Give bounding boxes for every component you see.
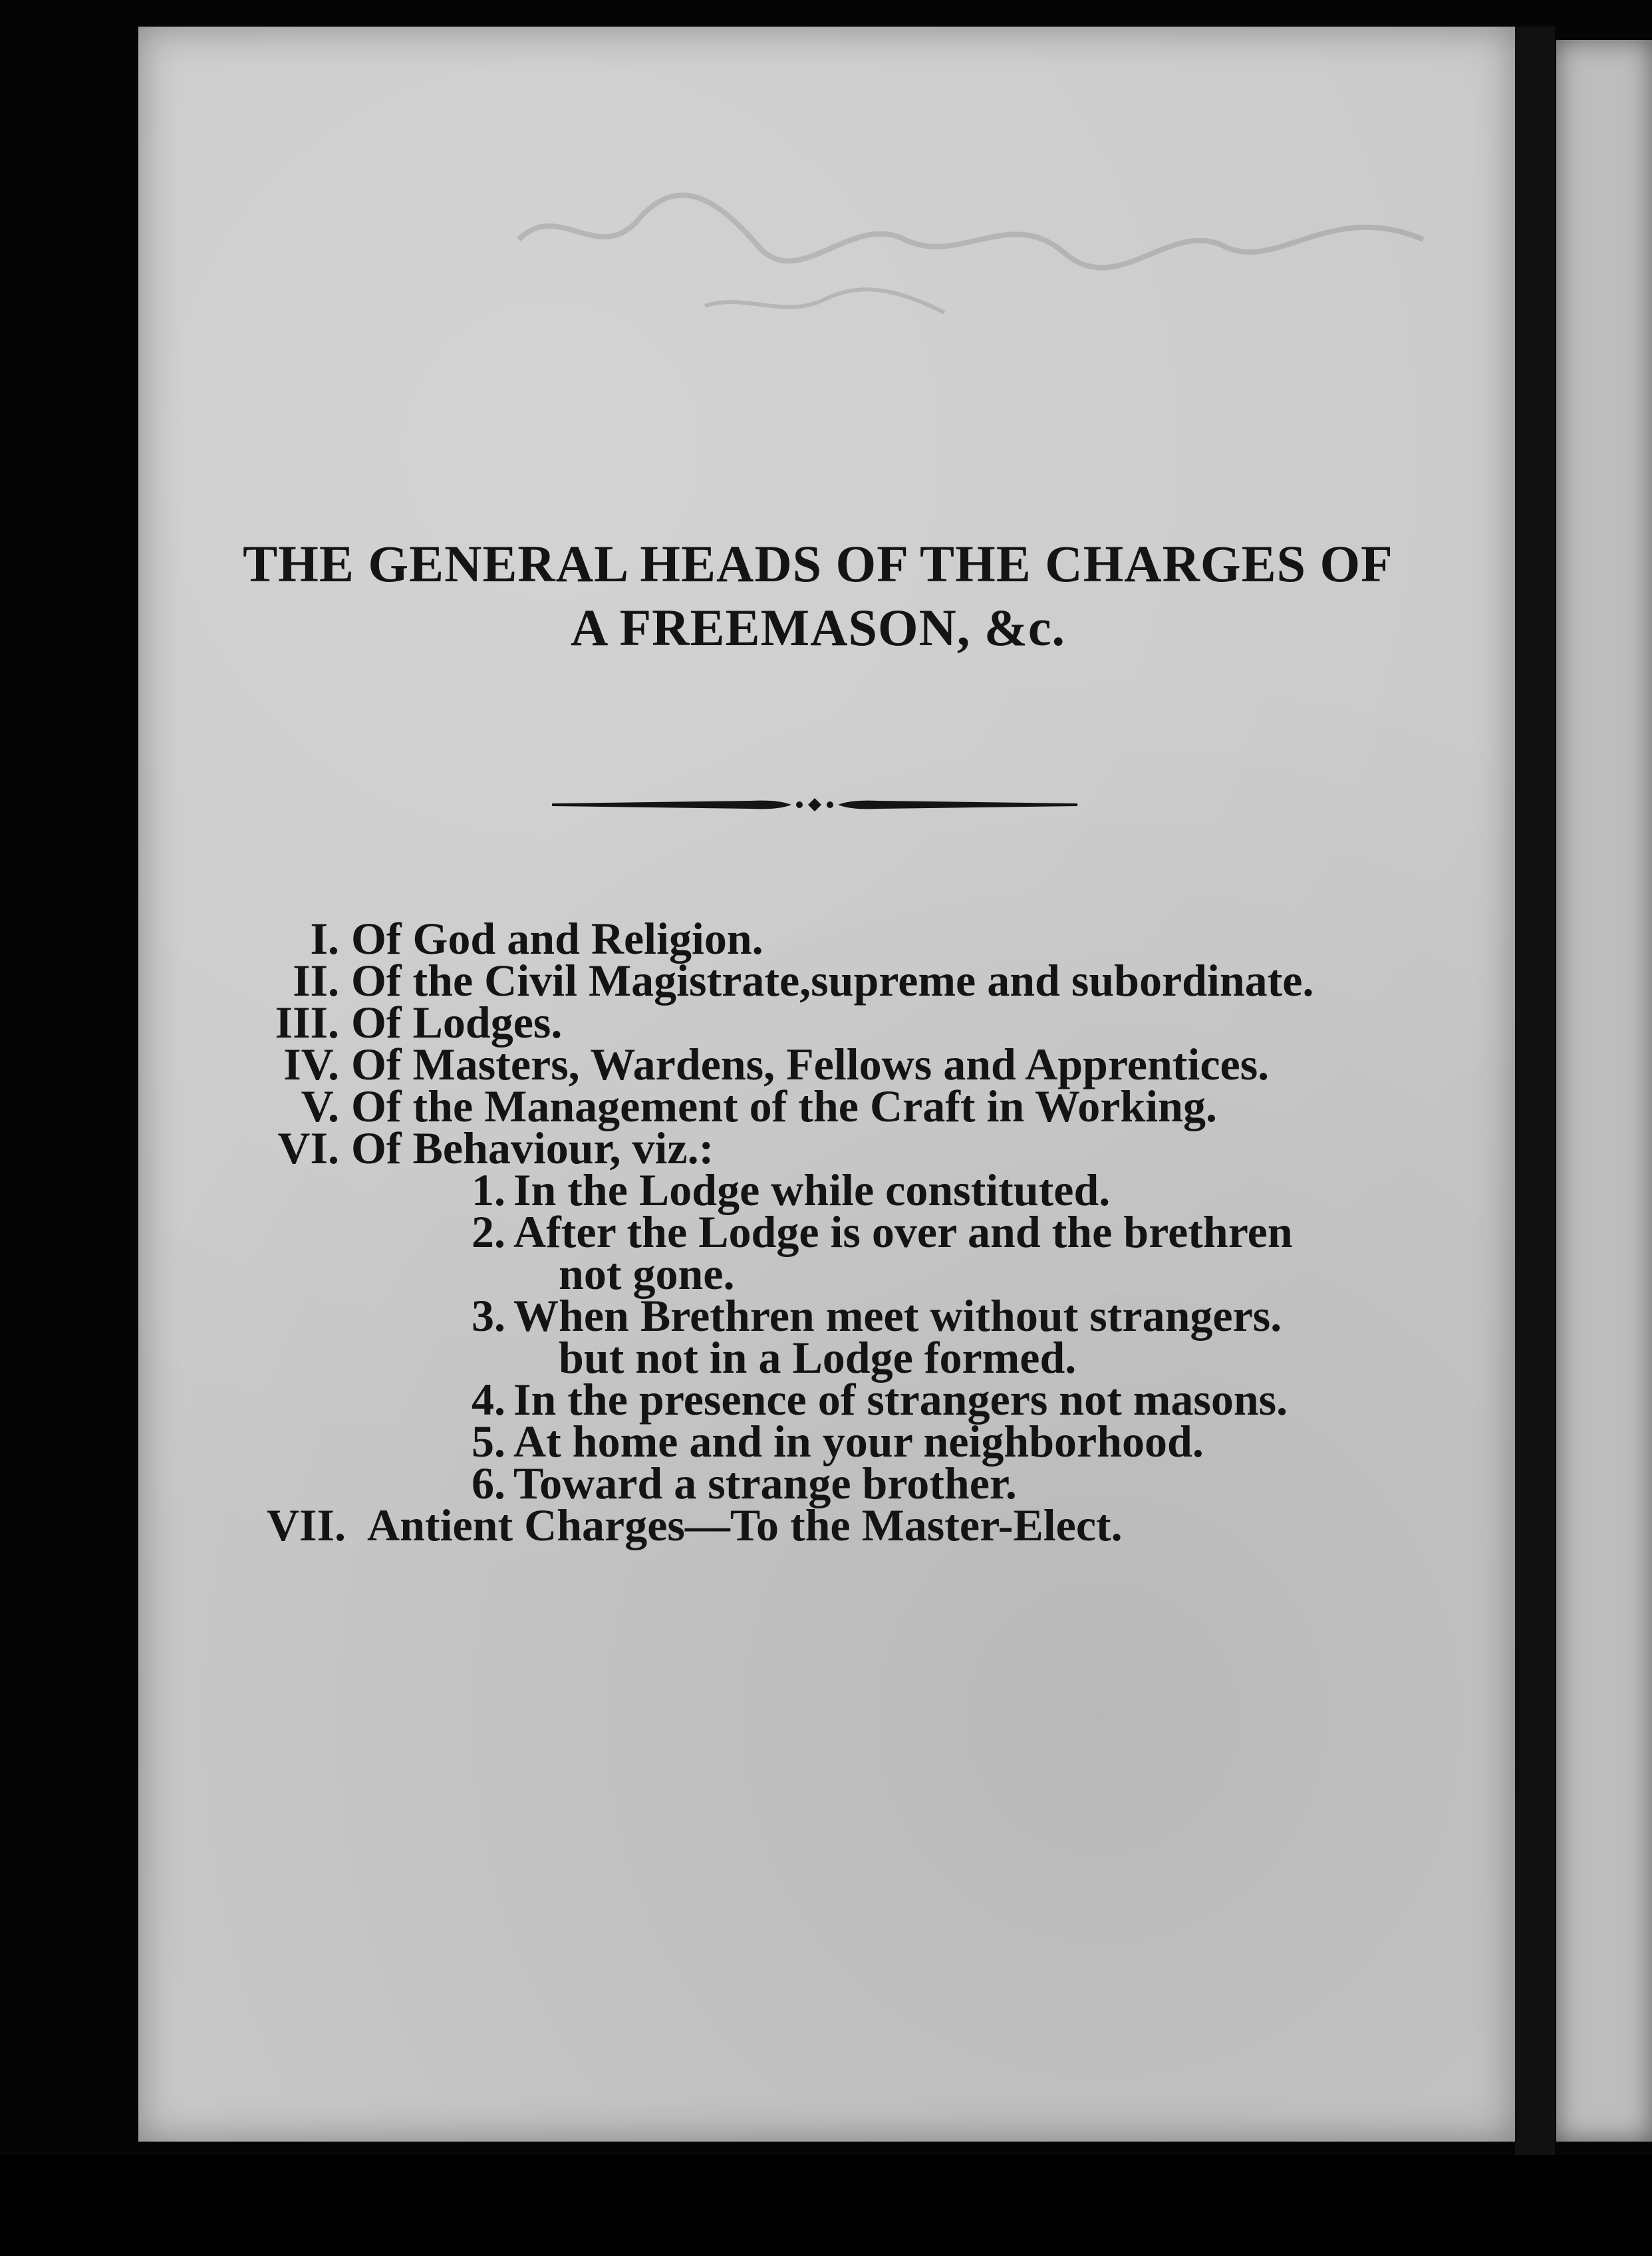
sub-number: 1. bbox=[472, 1165, 505, 1215]
charges-contents-list bbox=[239, 913, 1410, 1550]
sub-text: After the Lodge is over and the brethren bbox=[513, 1206, 1293, 1257]
page-gutter-shadow bbox=[1515, 27, 1555, 2155]
list-item bbox=[239, 1081, 1410, 1131]
list-item bbox=[239, 955, 1410, 1006]
title-line-2: A FREEMASON, &c. bbox=[571, 599, 1065, 656]
sub-list-item bbox=[239, 1290, 1410, 1341]
list-item bbox=[239, 1123, 1410, 1173]
roman-numeral: II. bbox=[293, 955, 339, 1006]
roman-numeral: VI. bbox=[277, 1123, 339, 1173]
sub-number: 6. bbox=[472, 1458, 505, 1508]
sub-text: In the presence of strangers not masons. bbox=[513, 1374, 1288, 1425]
sub-number: 5. bbox=[472, 1416, 505, 1467]
title-line-1: THE GENERAL HEADS OF THE CHARGES OF bbox=[243, 535, 1393, 593]
sub-list-item bbox=[239, 1206, 1410, 1257]
roman-numeral: V. bbox=[301, 1081, 339, 1131]
sub-list-item bbox=[239, 1416, 1410, 1467]
list-item bbox=[239, 1500, 1410, 1550]
roman-numeral: IV. bbox=[283, 1039, 339, 1089]
sub-list-item bbox=[239, 1458, 1410, 1508]
sub-text: When Brethren meet without strangers. bbox=[513, 1290, 1282, 1341]
roman-numeral: III. bbox=[275, 997, 339, 1048]
sub-list-item bbox=[239, 1374, 1410, 1425]
faint-bleed-through-handwriting bbox=[505, 160, 1437, 359]
roman-numeral: VII. bbox=[266, 1500, 346, 1550]
sub-list-item-continuation bbox=[239, 1332, 1410, 1383]
sub-text-continuation: not gone. bbox=[559, 1248, 735, 1299]
sub-text: At home and in your neighborhood. bbox=[513, 1416, 1204, 1467]
roman-numeral: I. bbox=[310, 913, 339, 964]
sub-text: In the Lodge while constituted. bbox=[513, 1165, 1111, 1215]
head-text: Of Behaviour, viz.: bbox=[351, 1123, 714, 1173]
sub-number: 3. bbox=[472, 1290, 505, 1341]
head-text: Antient Charges—To the Master-Elect. bbox=[367, 1500, 1123, 1550]
facing-page-edge bbox=[1556, 40, 1652, 2142]
page-title bbox=[219, 532, 1417, 660]
list-item bbox=[239, 913, 1410, 964]
head-text: Of Masters, Wardens, Fellows and Apprentices. bbox=[351, 1039, 1270, 1089]
head-text: Of the Management of the Craft in Working. bbox=[351, 1081, 1217, 1131]
sub-text-continuation: but not in a Lodge formed. bbox=[559, 1332, 1077, 1383]
list-item bbox=[239, 997, 1410, 1048]
sub-list-item bbox=[239, 1165, 1410, 1215]
head-text: Of the Civil Magistrate,supreme and subordinate. bbox=[351, 955, 1314, 1006]
sub-number: 2. bbox=[472, 1206, 505, 1257]
head-text: Of God and Religion. bbox=[351, 913, 763, 964]
sub-text: Toward a strange brother. bbox=[513, 1458, 1017, 1508]
list-item bbox=[239, 1039, 1410, 1089]
head-text: Of Lodges. bbox=[351, 997, 563, 1048]
ornamental-divider-rule bbox=[552, 785, 1077, 825]
sub-list-item-continuation bbox=[239, 1248, 1410, 1299]
scan-border bbox=[0, 2155, 1652, 2256]
sub-number: 4. bbox=[472, 1374, 505, 1425]
